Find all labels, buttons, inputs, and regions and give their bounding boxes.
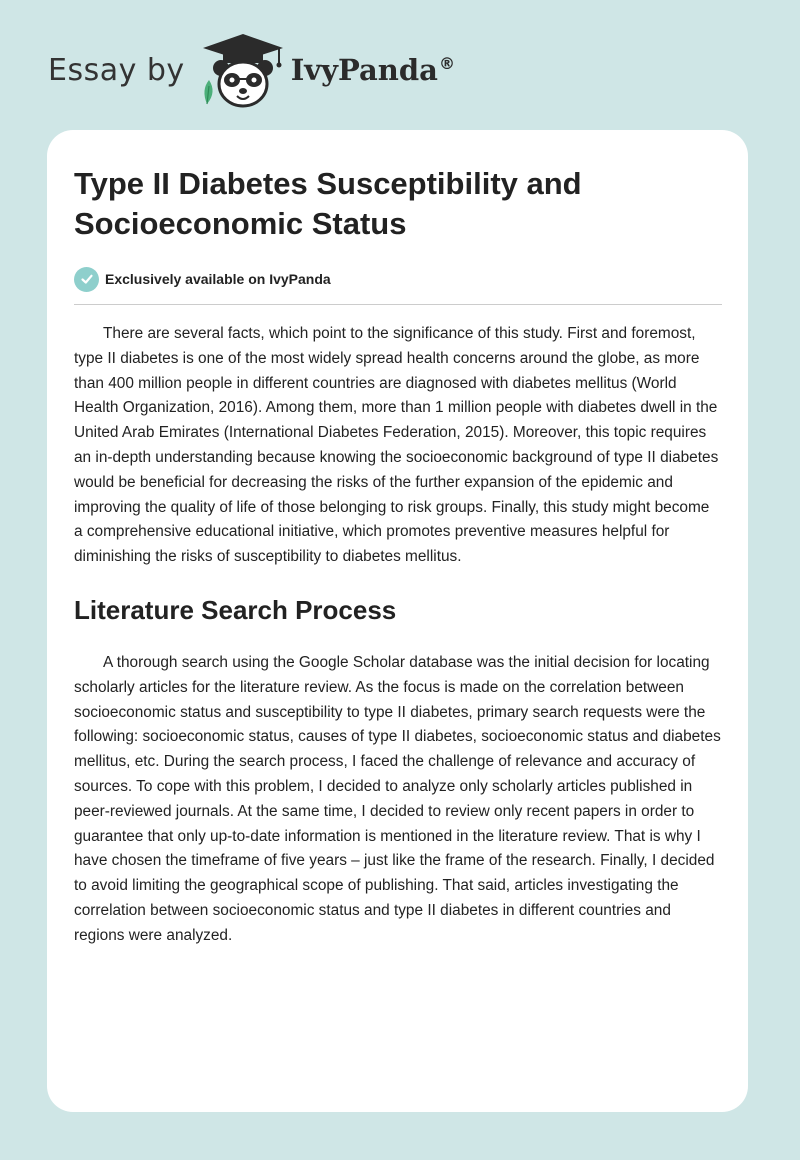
divider: [74, 304, 722, 305]
brand-name: [291, 53, 455, 87]
section-heading: Literature Search Process: [74, 594, 397, 625]
paragraph-literature-search: A thorough search using the Google Scholar database was the initial decision for locating scholarly articles for the literature review. As the focus is made on the correlation between socioeconomic status and susceptibility to type II diabetes, primary search requests were the following: socioeconomic status, causes of type II diabetes, socioeconomic status and diabetes mellitus, etc. During the search process, I faced the challenge of relevance and accuracy of sources. To cope with this problem, I decided to analyze only scholarly articles published in peer-reviewed journals. At the same time, I decided to review only recent papers in order to guarantee that only up-to-date information is mentioned in the literature review. That is why I have chosen the timeframe of five years – just like the frame of the research. Finally, I decided to avoid limiting the geographical scope of publishing. That said, articles investigating the correlation between socioeconomic status and type II diabetes in different countries and regions were analyzed.: [74, 653, 721, 944]
brand-name-text: IvyPanda: [290, 53, 438, 87]
article-card: [47, 130, 748, 1112]
exclusive-badge-text: Exclusively available on IvyPanda: [105, 271, 331, 287]
article-title: Type II Diabetes Susceptibility and Socioeconomic Status: [74, 166, 582, 241]
exclusive-badge: [74, 266, 722, 292]
article-content: [74, 164, 722, 949]
panda-graduate-logo-icon: [199, 30, 287, 110]
paragraph-intro: There are several facts, which point to the significance of this study. First and foremost, type II diabetes is one of the most widely spread health concerns around the globe, as more than 400 million people in different countries are diagnosed with diabetes mellitus (World Health Organization, 2016). Among them, more than 1 million people with diabetes dwell in the United Arab Emirates (International Diabetes Federation, 2015). Moreover, this topic requires an in-depth understanding because knowing the socioeconomic background of type II diabetes would be beneficial for decreasing the risks of the further expansion of the epidemic and improving the quality of life of those belonging to risk groups. Finally, this study might become a comprehensive educational initiative, which promotes preventive measures helpful for diminishing the risks of susceptibility to diabetes mellitus.: [74, 325, 719, 566]
registered-mark: ®: [438, 54, 455, 74]
check-icon: [74, 267, 99, 292]
brand-prefix: Essay by: [48, 52, 185, 88]
brand-header[interactable]: [48, 30, 455, 110]
